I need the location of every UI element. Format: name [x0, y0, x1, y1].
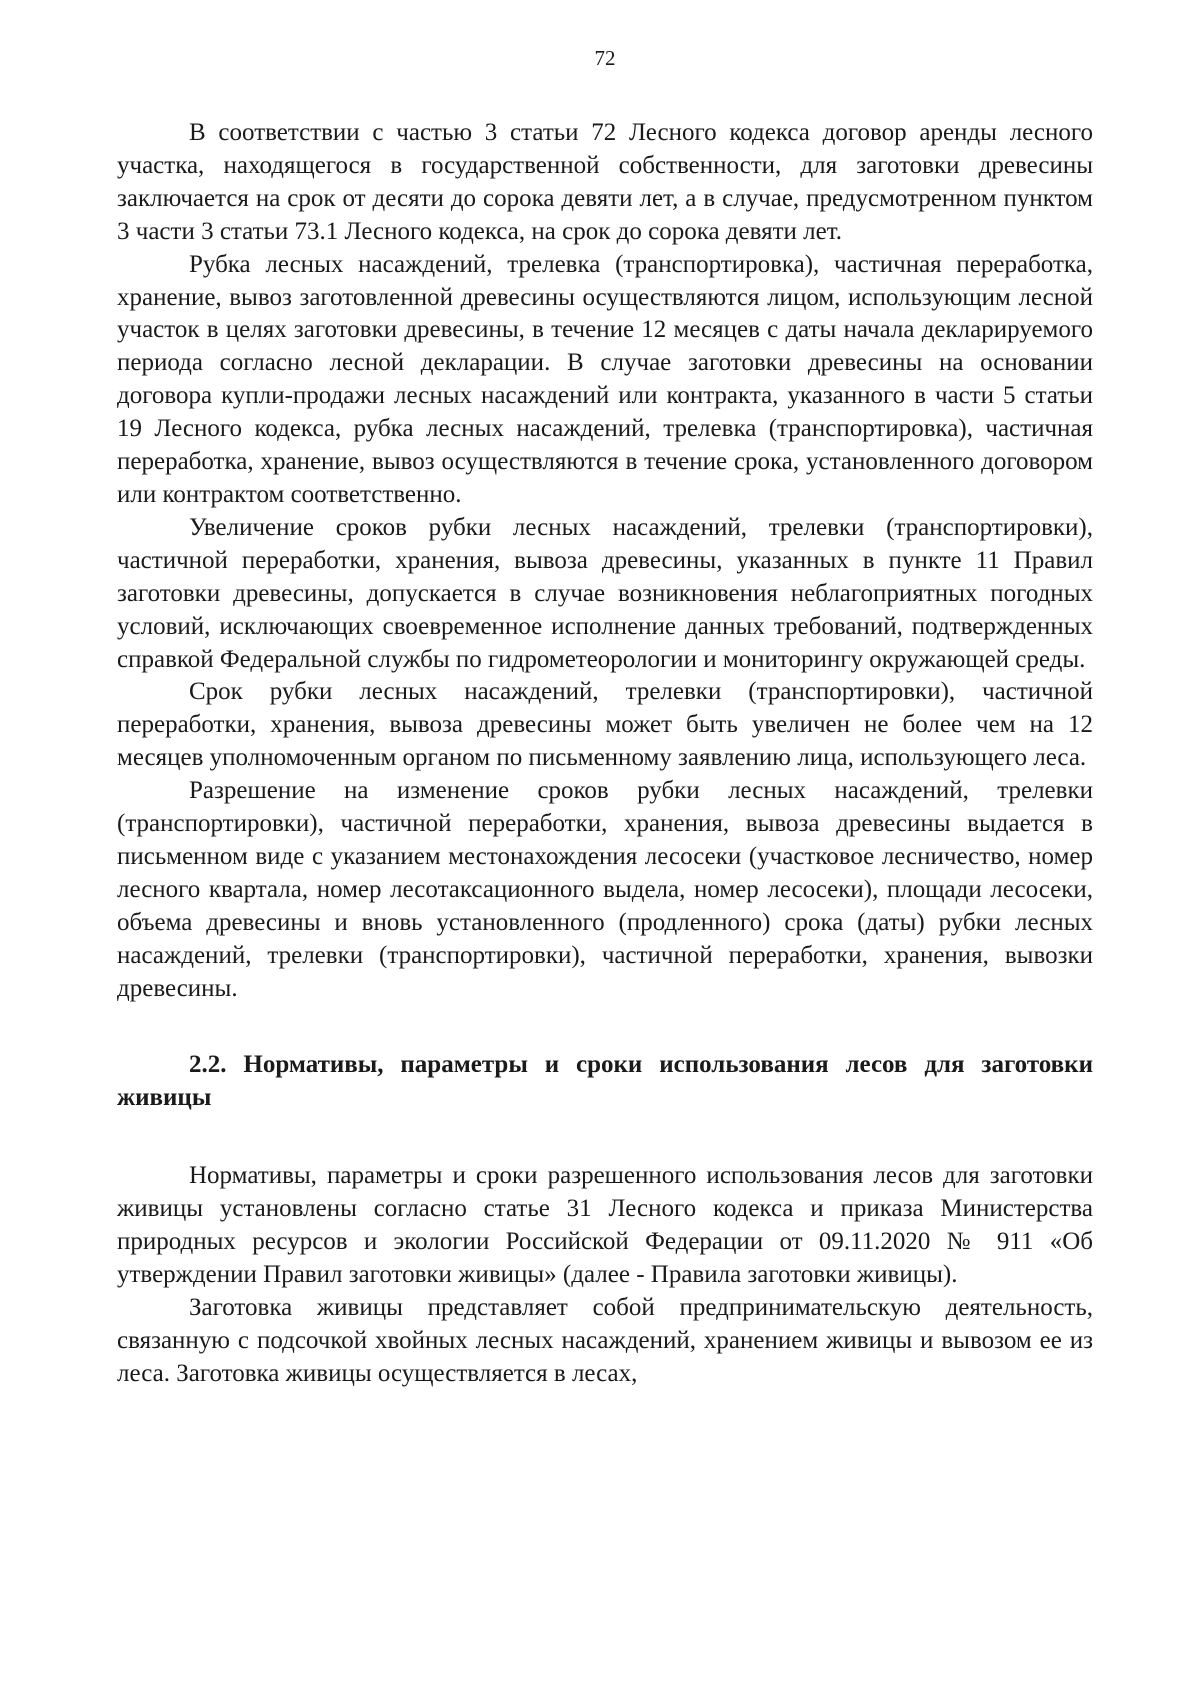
paragraph-extension-permit: Разрешение на изменение сроков рубки лесных насаждений, трелевки (транспортировки), частичной переработки, хранения, вывоза древесины выдается в письменном виде с указанием местонахождения лесосеки (участковое лесничество, номер лесного квартала, номер лесотаксационного выдела, номер лесосеки), площади лесосеки, объема древесины и вновь установленного (продленного) срока (даты) рубки лесных насаждений, трелевки (транспортировки), частичной переработки, хранения, вывозки древесины. — [117, 777, 1093, 1002]
paragraph-extension-limit: Срок рубки лесных насаждений, трелевки (транспортировки), частичной переработки, хранения, вывоза древесины может быть увеличен не более чем на 12 месяцев уполномоченным органом по письменному заявлению лица, использующего леса. — [117, 678, 1093, 772]
paragraph-resin-harvesting: Заготовка живицы представляет собой предпринимательскую деятельность, связанную с подсочкой хвойных лесных насаждений, хранением живицы и вывозом ее из леса. Заготовка живицы осуществляется в лесах, — [117, 1293, 1093, 1387]
paragraph-lease-term: В соответствии с частью 3 статьи 72 Лесного кодекса договор аренды лесного участка, находящегося в государственной собственности, для заготовки древесины заключается на срок от десяти до сорока девяти лет, а в случае, предусмотренном пунктом 3 части 3 статьи 73.1 Лесного кодекса, на срок до сорока девяти лет. — [117, 119, 1093, 245]
section-heading: 2.2. Нормативы, параметры и сроки использования лесов для заготовки живицы — [117, 1051, 1093, 1112]
page-number: 72 — [594, 46, 616, 70]
document-body — [117, 117, 1093, 1391]
paragraph-felling-period: Рубка лесных насаждений, трелевка (транспортировка), частичная переработка, хранение, вывоз заготовленной древесины осуществляются лицом, использующим лесной участок в целях заготовки древесины, в течение 12 месяцев с даты начала декларируемого периода согласно лесной декларации. В случае заготовки древесины на основании договора купли-продажи лесных насаждений или контракта, указанного в части 5 статьи 19 Лесного кодекса, рубка лесных насаждений, трелевка (транспортировка), частичная переработка, хранение, вывоз осуществляются в течение срока, установленного договором или контрактом соответственно. — [117, 250, 1093, 508]
paragraph-period-extension: Увеличение сроков рубки лесных насаждений, трелевки (транспортировки), частичной переработки, хранения, вывоза древесины, указанных в пункте 11 Правил заготовки древесины, допускается в случае возникновения неблагоприятных погодных условий, исключающих своевременное исполнение данных требований, подтвержденных справкой Федеральной службы по гидрометеорологии и мониторингу окружающей среды. — [117, 513, 1093, 673]
paragraph-resin-norms: Нормативы, параметры и сроки разрешенного использования лесов для заготовки живицы установлены согласно статье 31 Лесного кодекса и приказа Министерства природных ресурсов и экологии Российской Федерации от 09.11.2020 № 911 «Об утверждении Правил заготовки живицы» (далее - Правила заготовки живицы). — [117, 1162, 1093, 1288]
